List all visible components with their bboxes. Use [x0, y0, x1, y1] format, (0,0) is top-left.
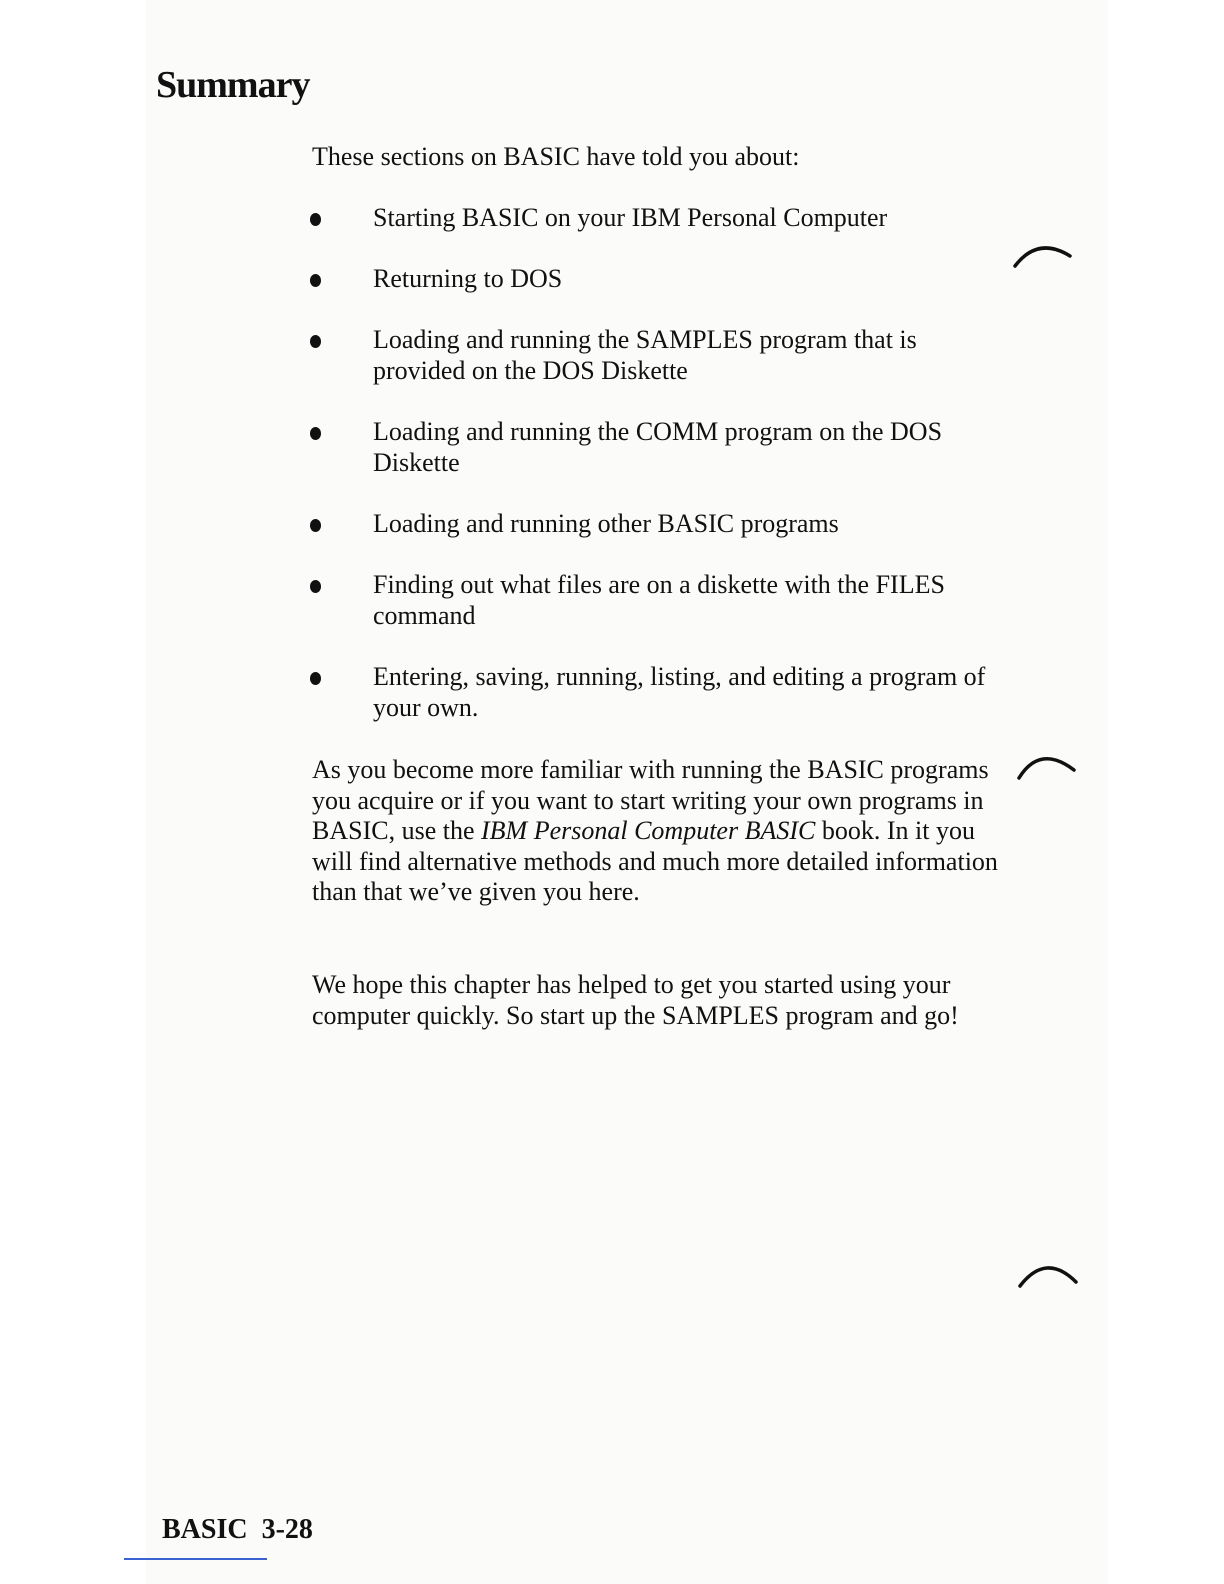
- list-item: [306, 509, 1006, 570]
- further-reading-paragraph: [312, 755, 1002, 908]
- list-item-text: Entering, saving, running, listing, and editing a program of your own.: [373, 662, 986, 722]
- list-item-text: Loading and running the SAMPLES program that is provided on the DOS Diskette: [373, 325, 917, 385]
- list-item: [306, 203, 1006, 264]
- list-item-text: Finding out what files are on a diskette with the FILES command: [373, 570, 945, 630]
- paragraph-text-start: As you become more familiar with running the BASIC programs you acquire or if you want to start writing your own programs in BASIC, use the: [312, 755, 989, 845]
- list-item: [306, 570, 1006, 662]
- bullet-icon: [310, 335, 321, 348]
- page-number: 3-28: [261, 1514, 313, 1545]
- list-item-text: Starting BASIC on your IBM Personal Computer: [373, 203, 888, 232]
- list-item: [306, 325, 1006, 417]
- book-title: IBM Personal Computer BASIC: [481, 816, 816, 845]
- bullet-icon: [310, 580, 321, 593]
- bullet-icon: [310, 427, 321, 440]
- list-item: [306, 662, 1006, 723]
- summary-list: [306, 203, 1006, 723]
- bullet-icon: [310, 519, 321, 532]
- binder-hole-mark-icon: [1016, 1256, 1086, 1296]
- bullet-icon: [310, 274, 321, 287]
- list-item-text: Returning to DOS: [373, 264, 563, 293]
- page-footer: [162, 1516, 313, 1544]
- binder-hole-mark-icon: [1014, 746, 1084, 786]
- intro-text: These sections on BASIC have told you about:: [312, 142, 800, 171]
- binder-hole-mark-icon: [1010, 238, 1080, 278]
- footer-section: BASIC: [162, 1514, 248, 1545]
- list-item-text: Loading and running other BASIC programs: [373, 509, 839, 538]
- list-item: [306, 264, 1006, 325]
- list-item-text: Loading and running the COMM program on the DOS Diskette: [373, 417, 943, 477]
- paragraph-text-end: book. In it you will find alternative methods and much more detailed information than that we’ve given you here.: [312, 816, 998, 906]
- bullet-icon: [310, 213, 321, 226]
- closing-paragraph: We hope this chapter has helped to get you started using your computer quickly. So start up the SAMPLES program and go!: [312, 970, 959, 1030]
- page-title: Summary: [156, 64, 310, 106]
- footer-rule: [124, 1558, 267, 1560]
- list-item: [306, 417, 1006, 509]
- bullet-icon: [310, 672, 321, 685]
